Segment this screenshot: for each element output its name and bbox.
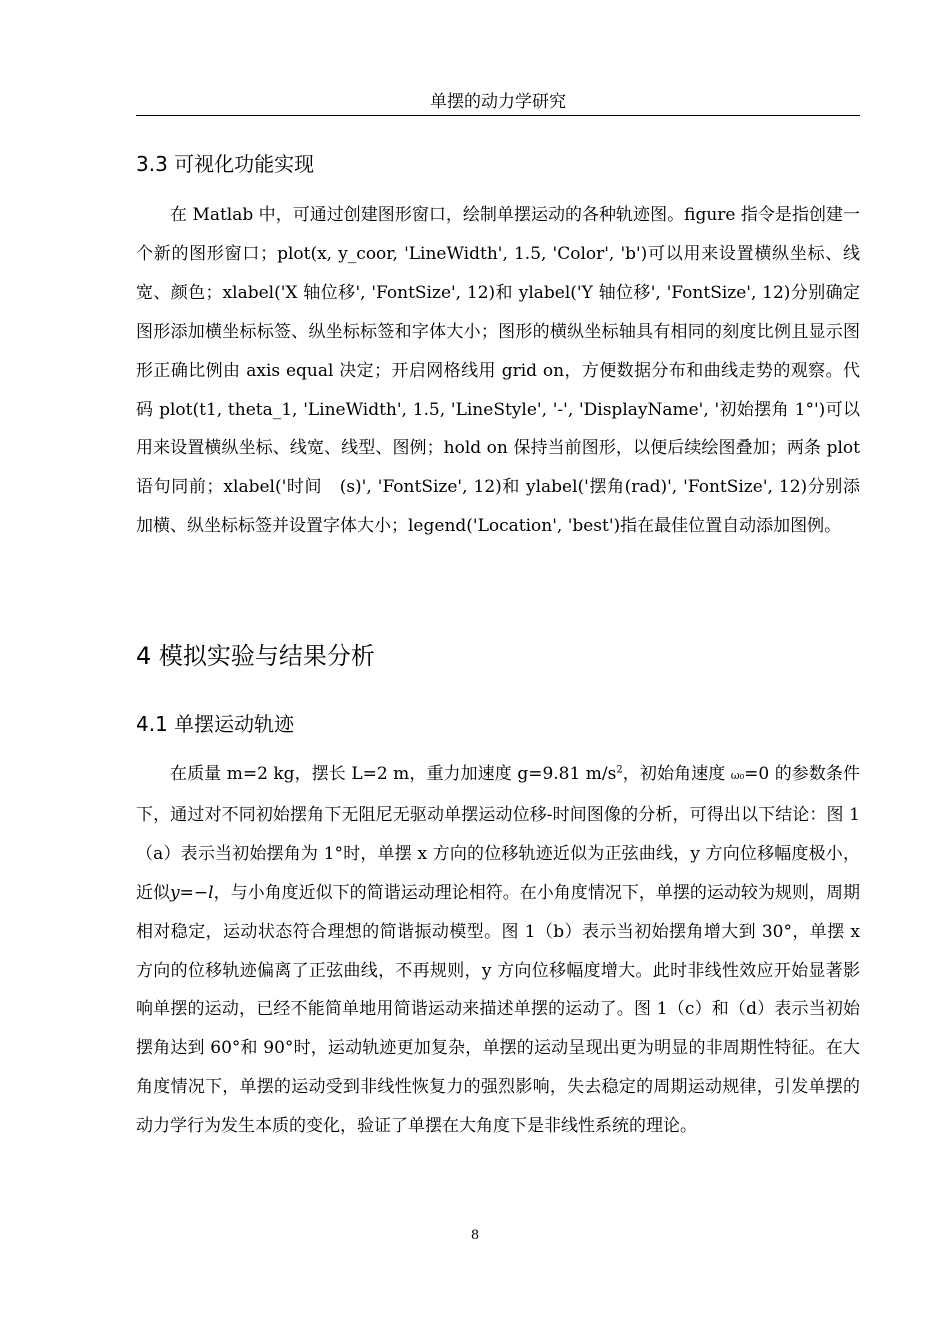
superscript-2: 2 [616, 764, 623, 776]
section-4-1-heading: 4.1 单摆运动轨迹 [136, 712, 295, 736]
section-4-heading: 4 模拟实验与结果分析 [136, 642, 375, 670]
section-4-1-paragraph [136, 755, 860, 1146]
para-text-3: =0 的参数条件下，通过对不同初始摆角下无阻尼无驱动单摆运动位移-时间图像的分析，可得出以下结论：图 1（a）表示当初始摆角为 1°时，单摆 x 方向的位移轨迹近似为正弦曲线，y 方向位移幅度极小，近似 [136, 764, 861, 903]
header-rule [136, 115, 860, 116]
math-expression: y=−l [170, 882, 214, 903]
section-3-3-heading: 3.3 可视化功能实现 [136, 152, 315, 176]
para-text-1: 在质量 m=2 kg，摆长 L=2 m，重力加速度 g=9.81 m/s [170, 764, 617, 784]
para-text-4: ，与小角度近似下的简谐运动理论相符。在小角度情况下，单摆的运动较为规则，周期相对稳定，运动状态符合理想的简谐振动模型。图 1（b）表示当初始摆角增大到 30°，单摆 x 方向的位移轨迹偏离了正弦曲线，不再规则，y 方向位移幅度增大。此时非线性效应开始显著影响单摆的运动，已经不能简单地用简谐运动来描述单摆的运动了。图 1（c）和（d）表示当初始摆角达到 60°和 90°时，运动轨迹更加复杂，单摆的运动呈现出更为明显的非周期性特征。在大角度情况下，单摆的运动受到非线性恢复力的强烈影响，失去稳定的周期运动规律，引发单摆的动力学行为发生本质的变化，验证了单摆在大角度下是非线性系统的理论。 [136, 882, 861, 1137]
section-3-3-paragraph: 在 Matlab 中，可通过创建图形窗口，绘制单摆运动的各种轨迹图。figure 指令是指创建一个新的图形窗口；plot(x, y_coor, 'LineWidth', 1.5, 'Color', 'b')可以用来设置横纵坐标、线宽、颜色；xlabel('X 轴位移', 'FontSize', 12)和 ylabel('Y 轴位移', 'FontSize', 12)分别确定图形添加横坐标标签、纵坐标标签和字体大小；图形的横纵坐标轴具有相同的刻度比例且显示图形正确比例由 axis equal 决定；开启网格线用 grid on，方便数据分布和曲线走势的观察。代码 plot(t1, theta_1, 'LineWidth', 1.5, 'LineStyle', '-', 'DisplayName', '初始摆角 1°')可以用来设置横纵坐标、线宽、线型、图例；hold on 保持当前图形，以便后续绘图叠加；两条 plot 语句同前；xlabel('时间 (s)', 'FontSize', 12)和 ylabel('摆角(rad)', 'FontSize', 12)分别添加横、纵坐标标签并设置字体大小；legend('Location', 'best')指在最佳位置自动添加图例。 [136, 205, 860, 537]
page-number: 8 [470, 1228, 480, 1243]
running-header: 单摆的动力学研究 [430, 92, 566, 112]
omega-symbol: ω₀ [730, 769, 745, 782]
para-text-2: ，初始角速度 [622, 764, 731, 784]
